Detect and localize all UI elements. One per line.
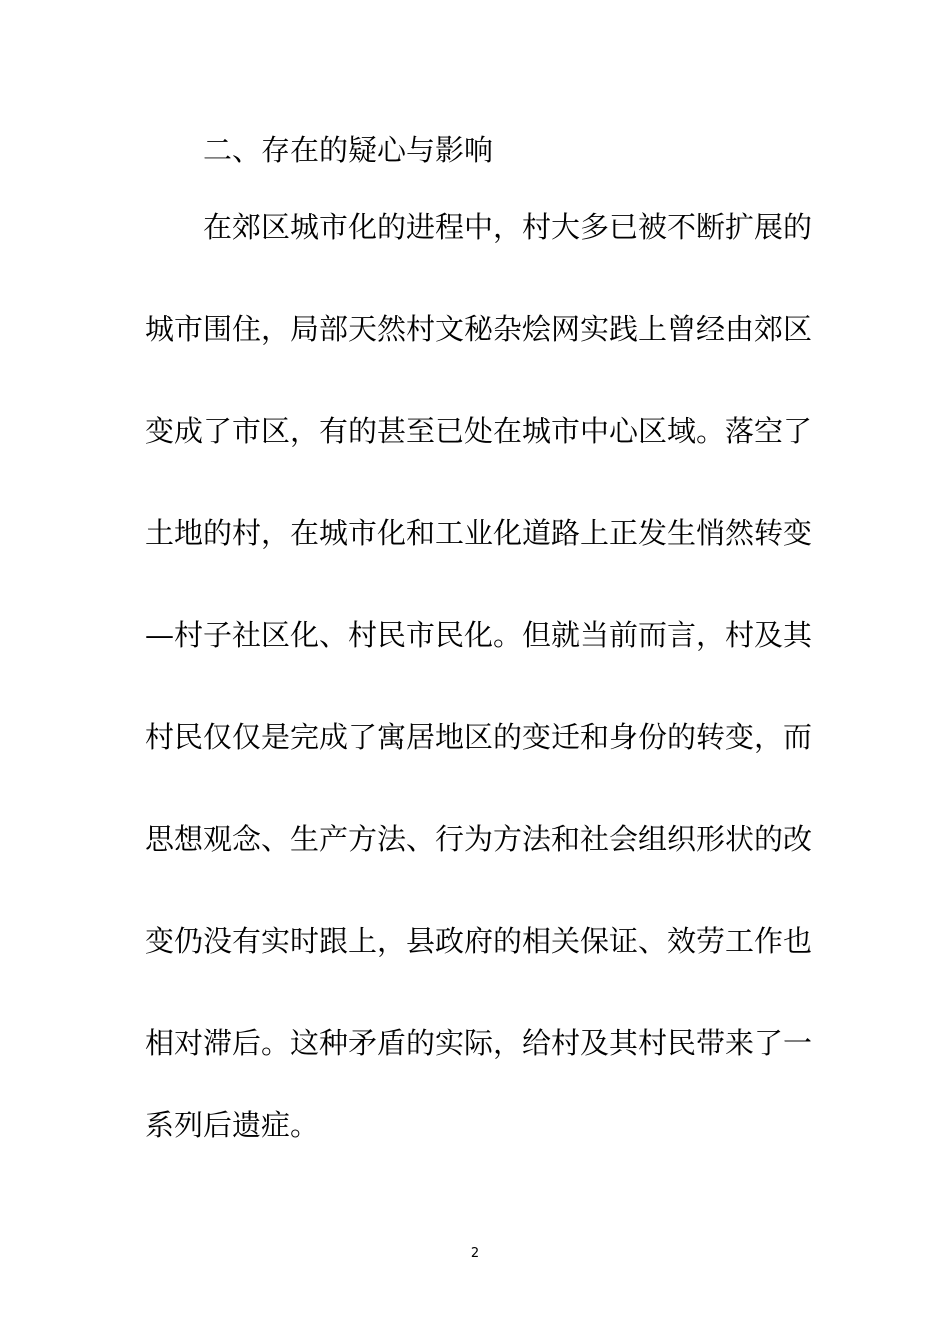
paragraph-line-9: 相对滞后。这种矛盾的实际，给村及其村民带来了一 (145, 1026, 813, 1060)
paragraph-line-10: 系列后遗症。 (145, 1108, 320, 1142)
page-number: 2 (470, 1246, 480, 1261)
paragraph-line-2: 城市围住，局部天然村文秘杂烩网实践上曾经由郊区 (145, 312, 813, 346)
section-heading: 二、存在的疑心与影响 (203, 133, 494, 167)
paragraph-line-3: 变成了市区，有的甚至已处在城市中心区域。落空了 (145, 414, 813, 448)
paragraph-line-5: —村子社区化、村民市民化。但就当前而言，村及其 (145, 618, 813, 652)
paragraph-line-7: 思想观念、生产方法、行为方法和社会组织形状的改 (145, 822, 813, 856)
paragraph-line-1: 在郊区城市化的进程中，村大多已被不断扩展的 (203, 210, 813, 244)
paragraph-line-8: 变仍没有实时跟上，县政府的相关保证、效劳工作也 (145, 924, 813, 958)
paragraph-line-6: 村民仅仅是完成了寓居地区的变迁和身份的转变，而 (145, 720, 813, 754)
paragraph-line-4: 土地的村，在城市化和工业化道路上正发生悄然转变 (145, 516, 813, 550)
